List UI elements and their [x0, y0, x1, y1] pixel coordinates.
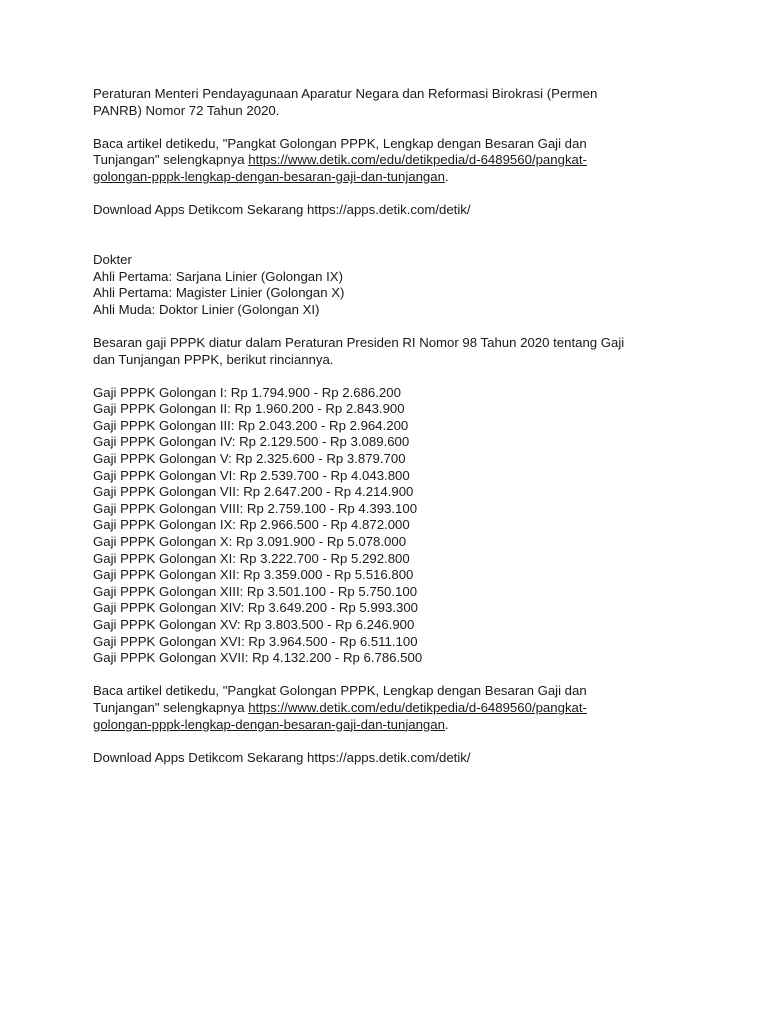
article-reference-1	[93, 136, 693, 186]
download-line-1	[93, 202, 693, 219]
article-ref-1-line-2	[93, 152, 693, 169]
article-link-1b[interactable]: golongan-pppk-lengkap-dengan-besaran-gaji-dan-tunjangan	[93, 168, 445, 184]
salary-item: Gaji PPPK Golongan II: Rp 1.960.200 - Rp 2.843.900	[93, 401, 405, 417]
article-ref-2-line-3	[93, 717, 693, 734]
article-link-2b[interactable]: golongan-pppk-lengkap-dengan-besaran-gaji-dan-tunjangan	[93, 716, 445, 732]
dokter-item: Ahli Muda: Doktor Linier (Golongan XI)	[93, 301, 320, 317]
article-ref-2-line-1: Baca artikel detikedu, "Pangkat Golongan PPPK, Lengkap dengan Besaran Gaji dan	[93, 683, 587, 699]
article-ref-2-suffix: .	[444, 716, 449, 732]
salary-item: Gaji PPPK Golongan XVI: Rp 3.964.500 - Rp 6.511.100	[93, 633, 418, 649]
article-ref-1-line-1: Baca artikel detikedu, "Pangkat Golongan PPPK, Lengkap dengan Besaran Gaji dan	[93, 135, 587, 151]
intro-line-2: PANRB) Nomor 72 Tahun 2020.	[93, 102, 280, 118]
intro-paragraph	[93, 86, 693, 119]
salary-item: Gaji PPPK Golongan III: Rp 2.043.200 - Rp 2.964.200	[93, 417, 409, 433]
salary-item: Gaji PPPK Golongan I: Rp 1.794.900 - Rp 2.686.200	[93, 384, 401, 400]
salary-item: Gaji PPPK Golongan XIII: Rp 3.501.100 - Rp 5.750.100	[93, 583, 418, 599]
salary-item: Gaji PPPK Golongan IX: Rp 2.966.500 - Rp 4.872.000	[93, 517, 410, 533]
download-line-2	[93, 750, 693, 767]
dokter-item: Ahli Pertama: Sarjana Linier (Golongan IX)	[93, 268, 343, 284]
besaran-paragraph	[93, 335, 693, 368]
salary-item: Gaji PPPK Golongan XI: Rp 3.222.700 - Rp 5.292.800	[93, 550, 410, 566]
article-link-2a[interactable]: https://www.detik.com/edu/detikpedia/d-6489560/pangkat-	[248, 699, 587, 715]
salary-item: Gaji PPPK Golongan V: Rp 2.325.600 - Rp 3.879.700	[93, 451, 406, 467]
salary-item: Gaji PPPK Golongan VII: Rp 2.647.200 - Rp 4.214.900	[93, 484, 414, 500]
download-text-2: Download Apps Detikcom Sekarang https://apps.detik.com/detik/	[93, 749, 471, 765]
dokter-title: Dokter	[93, 251, 132, 267]
document-page	[93, 86, 693, 783]
salary-item: Gaji PPPK Golongan XVII: Rp 4.132.200 - Rp 6.786.500	[93, 650, 423, 666]
salary-item: Gaji PPPK Golongan XV: Rp 3.803.500 - Rp 6.246.900	[93, 617, 415, 632]
article-ref-1-line-3	[93, 169, 693, 186]
salary-item: Gaji PPPK Golongan VI: Rp 2.539.700 - Rp 4.043.800	[93, 467, 410, 483]
download-text-1: Download Apps Detikcom Sekarang https://apps.detik.com/detik/	[93, 202, 471, 218]
dokter-item: Ahli Pertama: Magister Linier (Golongan X)	[93, 285, 345, 301]
article-ref-2-line-2	[93, 700, 693, 717]
salary-list	[93, 385, 693, 667]
article-ref-1-prefix: Tunjangan" selengkapnya	[93, 152, 249, 168]
salary-item: Gaji PPPK Golongan VIII: Rp 2.759.100 - Rp 4.393.100	[93, 500, 418, 516]
dokter-section	[93, 252, 693, 318]
article-reference-2	[93, 683, 693, 733]
salary-item: Gaji PPPK Golongan IV: Rp 2.129.500 - Rp 3.089.600	[93, 434, 410, 450]
article-link-1a[interactable]: https://www.detik.com/edu/detikpedia/d-6489560/pangkat-	[248, 152, 587, 168]
salary-item: Gaji PPPK Golongan XII: Rp 3.359.000 - Rp 5.516.800	[93, 567, 414, 583]
besaran-line-2: dan Tunjangan PPPK, berikut rinciannya.	[93, 351, 334, 367]
salary-item: Gaji PPPK Golongan X: Rp 3.091.900 - Rp 5.078.000	[93, 534, 407, 550]
intro-line-1: Peraturan Menteri Pendayagunaan Aparatur Negara dan Reformasi Birokrasi (Permen	[93, 86, 598, 101]
blank-line	[93, 235, 693, 252]
besaran-line-1: Besaran gaji PPPK diatur dalam Peraturan Presiden RI Nomor 98 Tahun 2020 tentang Gaji	[93, 334, 625, 350]
article-ref-2-prefix: Tunjangan" selengkapnya	[93, 699, 249, 715]
article-ref-1-suffix: .	[444, 168, 449, 184]
salary-item: Gaji PPPK Golongan XIV: Rp 3.649.200 - Rp 5.993.300	[93, 600, 419, 616]
